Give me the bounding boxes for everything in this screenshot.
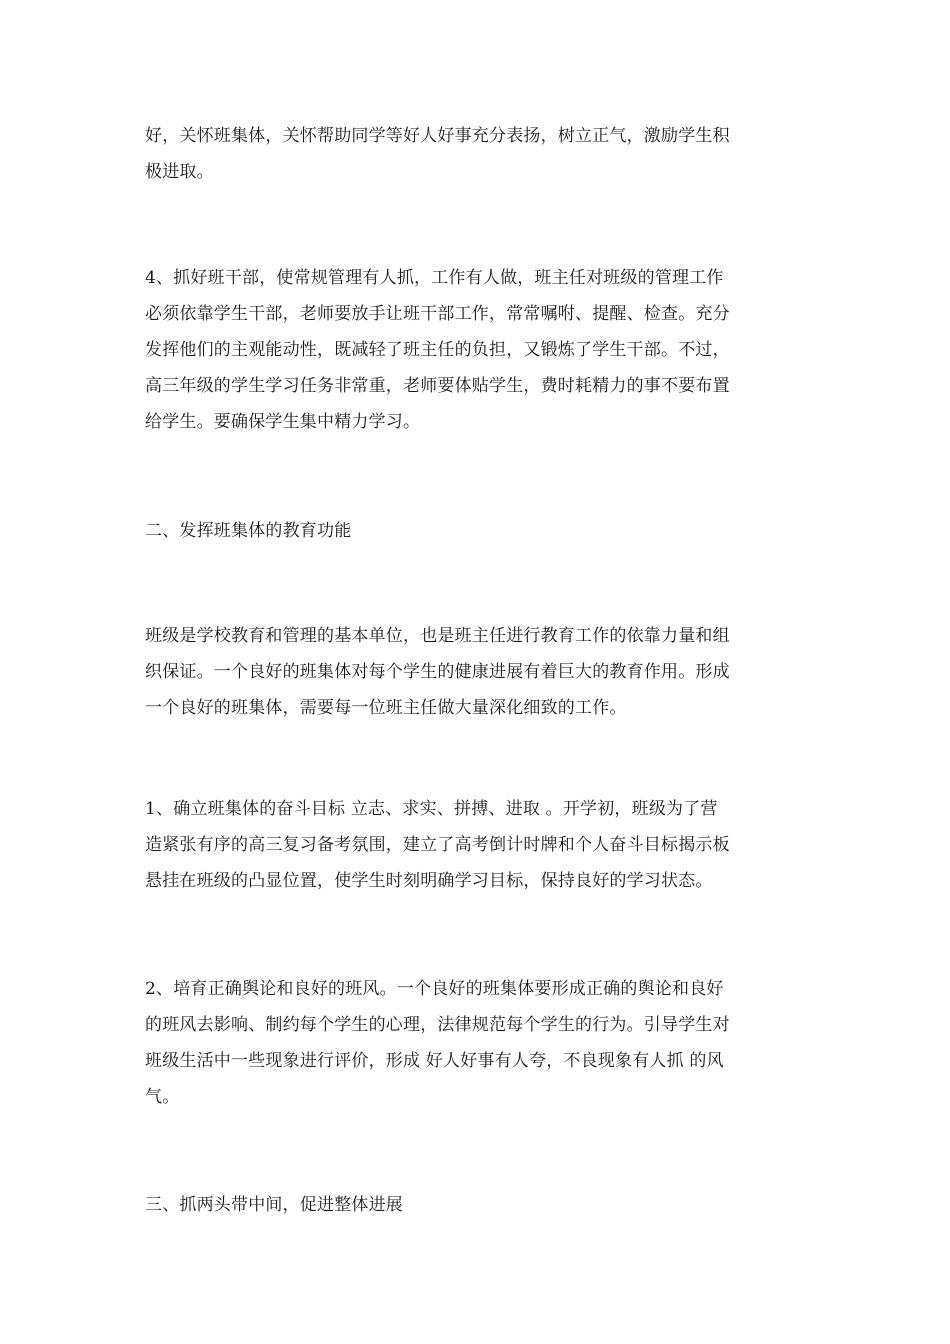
text-line: 好，关怀班集体，关怀帮助同学等好人好事充分表扬，树立正气，激励学生积	[145, 126, 730, 146]
heading-text: 二、发挥班集体的教育功能	[145, 521, 352, 541]
text-line: 1、确立班集体的奋斗目标 立志、求实、拼搏、进取 。开学初，班级为了营	[145, 799, 718, 819]
text-line: 一个良好的班集体，需要每一位班主任做大量深化细致的工作。	[145, 698, 627, 718]
text-line: 班级生活中一些现象进行评价，形成 好人好事有人夸，不良现象有人抓 的风	[145, 1051, 724, 1071]
text-line: 班级是学校教育和管理的基本单位，也是班主任进行教育工作的依靠力量和组	[145, 626, 730, 646]
text-line: 气。	[145, 1087, 180, 1107]
text-line: 2、培育正确舆论和良好的班风。一个良好的班集体要形成正确的舆论和良好	[145, 979, 724, 999]
text-line: 造紧张有序的高三复习备考氛围，建立了高考倒计时牌和个人奋斗目标揭示板	[145, 835, 730, 855]
text-line: 悬挂在班级的凸显位置，使学生时刻明确学习目标，保持良好的学习状态。	[145, 871, 713, 891]
text-line: 的班风去影响、制约每个学生的心理，法律规范每个学生的行为。引导学生对	[145, 1015, 730, 1035]
text-line: 发挥他们的主观能动性，既减轻了班主任的负担，又锻炼了学生干部。不过，	[145, 340, 730, 360]
section-heading-two	[145, 513, 805, 549]
section-heading-three	[145, 1187, 805, 1223]
paragraph-class-unit	[145, 618, 805, 726]
text-line: 高三年级的学生学习任务非常重，老师要体贴学生，费时耗精力的事不要布置	[145, 376, 730, 396]
text-line: 必须依靠学生干部，老师要放手让班干部工作，常常嘱咐、提醒、检查。充分	[145, 304, 730, 324]
text-line: 织保证。一个良好的班集体对每个学生的健康进展有着巨大的教育作用。形成	[145, 662, 730, 682]
text-line: 给学生。要确保学生集中精力学习。	[145, 412, 421, 432]
paragraph-class-cadres	[145, 260, 805, 440]
paragraph-class-atmosphere	[145, 971, 805, 1115]
paragraph-class-goals	[145, 791, 805, 899]
text-line: 4、抓好班干部，使常规管理有人抓，工作有人做，班主任对班级的管理工作	[145, 268, 724, 288]
heading-text: 三、抓两头带中间，促进整体进展	[145, 1195, 403, 1215]
paragraph-praise-continuation	[145, 118, 805, 190]
text-line: 极进取。	[145, 162, 214, 182]
